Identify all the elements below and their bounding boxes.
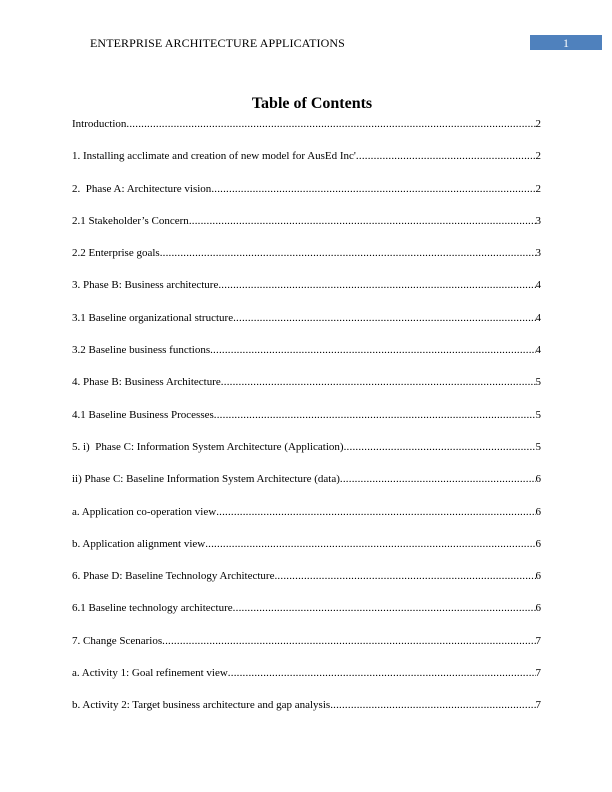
toc-entry-page: 6 bbox=[535, 570, 541, 583]
toc-entry[interactable] bbox=[72, 113, 541, 145]
toc-title: Table of Contents bbox=[251, 95, 373, 112]
toc-leader bbox=[210, 339, 535, 361]
toc-entry-page: 4 bbox=[535, 311, 541, 324]
toc-entry-text: 6.1 Baseline technology architecture bbox=[72, 602, 233, 615]
toc-entry-text: 6. Phase D: Baseline Technology Architecture bbox=[72, 570, 275, 583]
toc-entry-text: a. Activity 1: Goal refinement view bbox=[72, 667, 228, 680]
toc-entry-page: 6 bbox=[535, 602, 541, 615]
toc-entry-page: 6 bbox=[535, 537, 541, 550]
toc-entry[interactable] bbox=[72, 339, 541, 371]
toc-entry[interactable] bbox=[72, 662, 541, 694]
toc-leader bbox=[216, 501, 535, 523]
toc-leader bbox=[205, 533, 535, 555]
toc-leader bbox=[211, 178, 535, 200]
toc-entry[interactable] bbox=[72, 145, 541, 177]
toc-entry-text: b. Application alignment view bbox=[72, 537, 206, 550]
toc-leader bbox=[356, 145, 536, 167]
toc-leader bbox=[214, 404, 536, 426]
toc-entry-text: 2.1 Stakeholder’s Concern bbox=[72, 214, 189, 227]
toc-entry[interactable] bbox=[72, 468, 541, 500]
toc-entry-page: 4 bbox=[535, 344, 541, 357]
toc-entry-page: 6 bbox=[535, 505, 541, 518]
toc-entry[interactable] bbox=[72, 404, 541, 436]
toc-entry-text: 1. Installing acclimate and creation of new model for AusEd Inc' bbox=[72, 150, 356, 163]
toc-leader bbox=[218, 274, 535, 296]
toc-entry-text: Introduction bbox=[72, 118, 127, 130]
toc-entry-page: 7 bbox=[535, 699, 541, 712]
toc-entry[interactable] bbox=[72, 597, 541, 629]
toc-leader bbox=[330, 694, 535, 716]
toc-entry[interactable] bbox=[72, 242, 541, 274]
toc-entry[interactable] bbox=[72, 533, 541, 565]
toc-entry[interactable] bbox=[72, 694, 541, 726]
toc-entry-page: 7 bbox=[535, 667, 541, 680]
toc-entry-text: 2. Phase A: Architecture vision bbox=[72, 182, 212, 195]
page-number-box: 1 bbox=[530, 35, 602, 50]
toc-leader bbox=[233, 597, 536, 619]
toc-entry-page: 3 bbox=[535, 247, 541, 260]
toc-entry-text: a. Application co-operation view bbox=[72, 505, 217, 518]
toc-entry-text: b. Activity 2: Target business architecture and gap analysis bbox=[72, 699, 331, 712]
toc-entry-page: 2 bbox=[535, 118, 541, 130]
toc-entry-page: 5 bbox=[535, 408, 541, 421]
toc-entry[interactable] bbox=[72, 307, 541, 339]
toc-leader bbox=[221, 371, 536, 393]
toc-entry-text: 7. Change Scenarios bbox=[72, 634, 163, 647]
toc-entry-text: 4. Phase B: Business Architecture bbox=[72, 376, 221, 389]
toc-entry-page: 7 bbox=[535, 634, 541, 647]
toc-leader bbox=[274, 565, 535, 587]
toc-entry[interactable] bbox=[72, 501, 541, 533]
toc-entry[interactable] bbox=[72, 210, 541, 242]
toc-entry-text: 2.2 Enterprise goals bbox=[72, 247, 160, 260]
toc-entry-page: 4 bbox=[535, 279, 541, 292]
toc-entry-page: 6 bbox=[535, 473, 541, 486]
toc-entry[interactable] bbox=[72, 565, 541, 597]
toc-entry[interactable] bbox=[72, 274, 541, 306]
toc-leader bbox=[340, 468, 536, 490]
toc-entry-text: 4.1 Baseline Business Processes bbox=[72, 408, 214, 421]
toc-entry-page: 5 bbox=[535, 440, 541, 453]
toc-entry[interactable] bbox=[72, 630, 541, 662]
toc-entry-text: 3.1 Baseline organizational structure bbox=[72, 311, 234, 324]
toc-leader bbox=[228, 662, 536, 684]
toc-entry-page: 2 bbox=[535, 150, 541, 163]
toc-entry-page: 3 bbox=[535, 214, 541, 227]
toc-leader bbox=[233, 307, 535, 329]
toc-entry-text: 3. Phase B: Business architecture bbox=[72, 279, 219, 292]
toc-leader bbox=[162, 630, 535, 652]
toc-entry-text: ii) Phase C: Baseline Information System Architecture (data) bbox=[72, 473, 340, 486]
toc-leader bbox=[189, 210, 536, 232]
running-header-title: ENTERPRISE ARCHITECTURE APPLICATIONS bbox=[90, 36, 345, 50]
toc-entry[interactable] bbox=[72, 436, 541, 468]
toc-leader bbox=[126, 113, 535, 135]
toc-entry[interactable] bbox=[72, 371, 541, 403]
toc-entry-page: 2 bbox=[535, 182, 541, 195]
toc-entry-text: 3.2 Baseline business functions bbox=[72, 344, 211, 357]
toc-list bbox=[72, 113, 541, 727]
toc-entry-page: 5 bbox=[535, 376, 541, 389]
toc-entry[interactable] bbox=[72, 178, 541, 210]
toc-leader bbox=[160, 242, 536, 264]
toc-entry-text: 5. i) Phase C: Information System Architecture (Application) bbox=[72, 440, 344, 453]
toc-leader bbox=[344, 436, 536, 458]
